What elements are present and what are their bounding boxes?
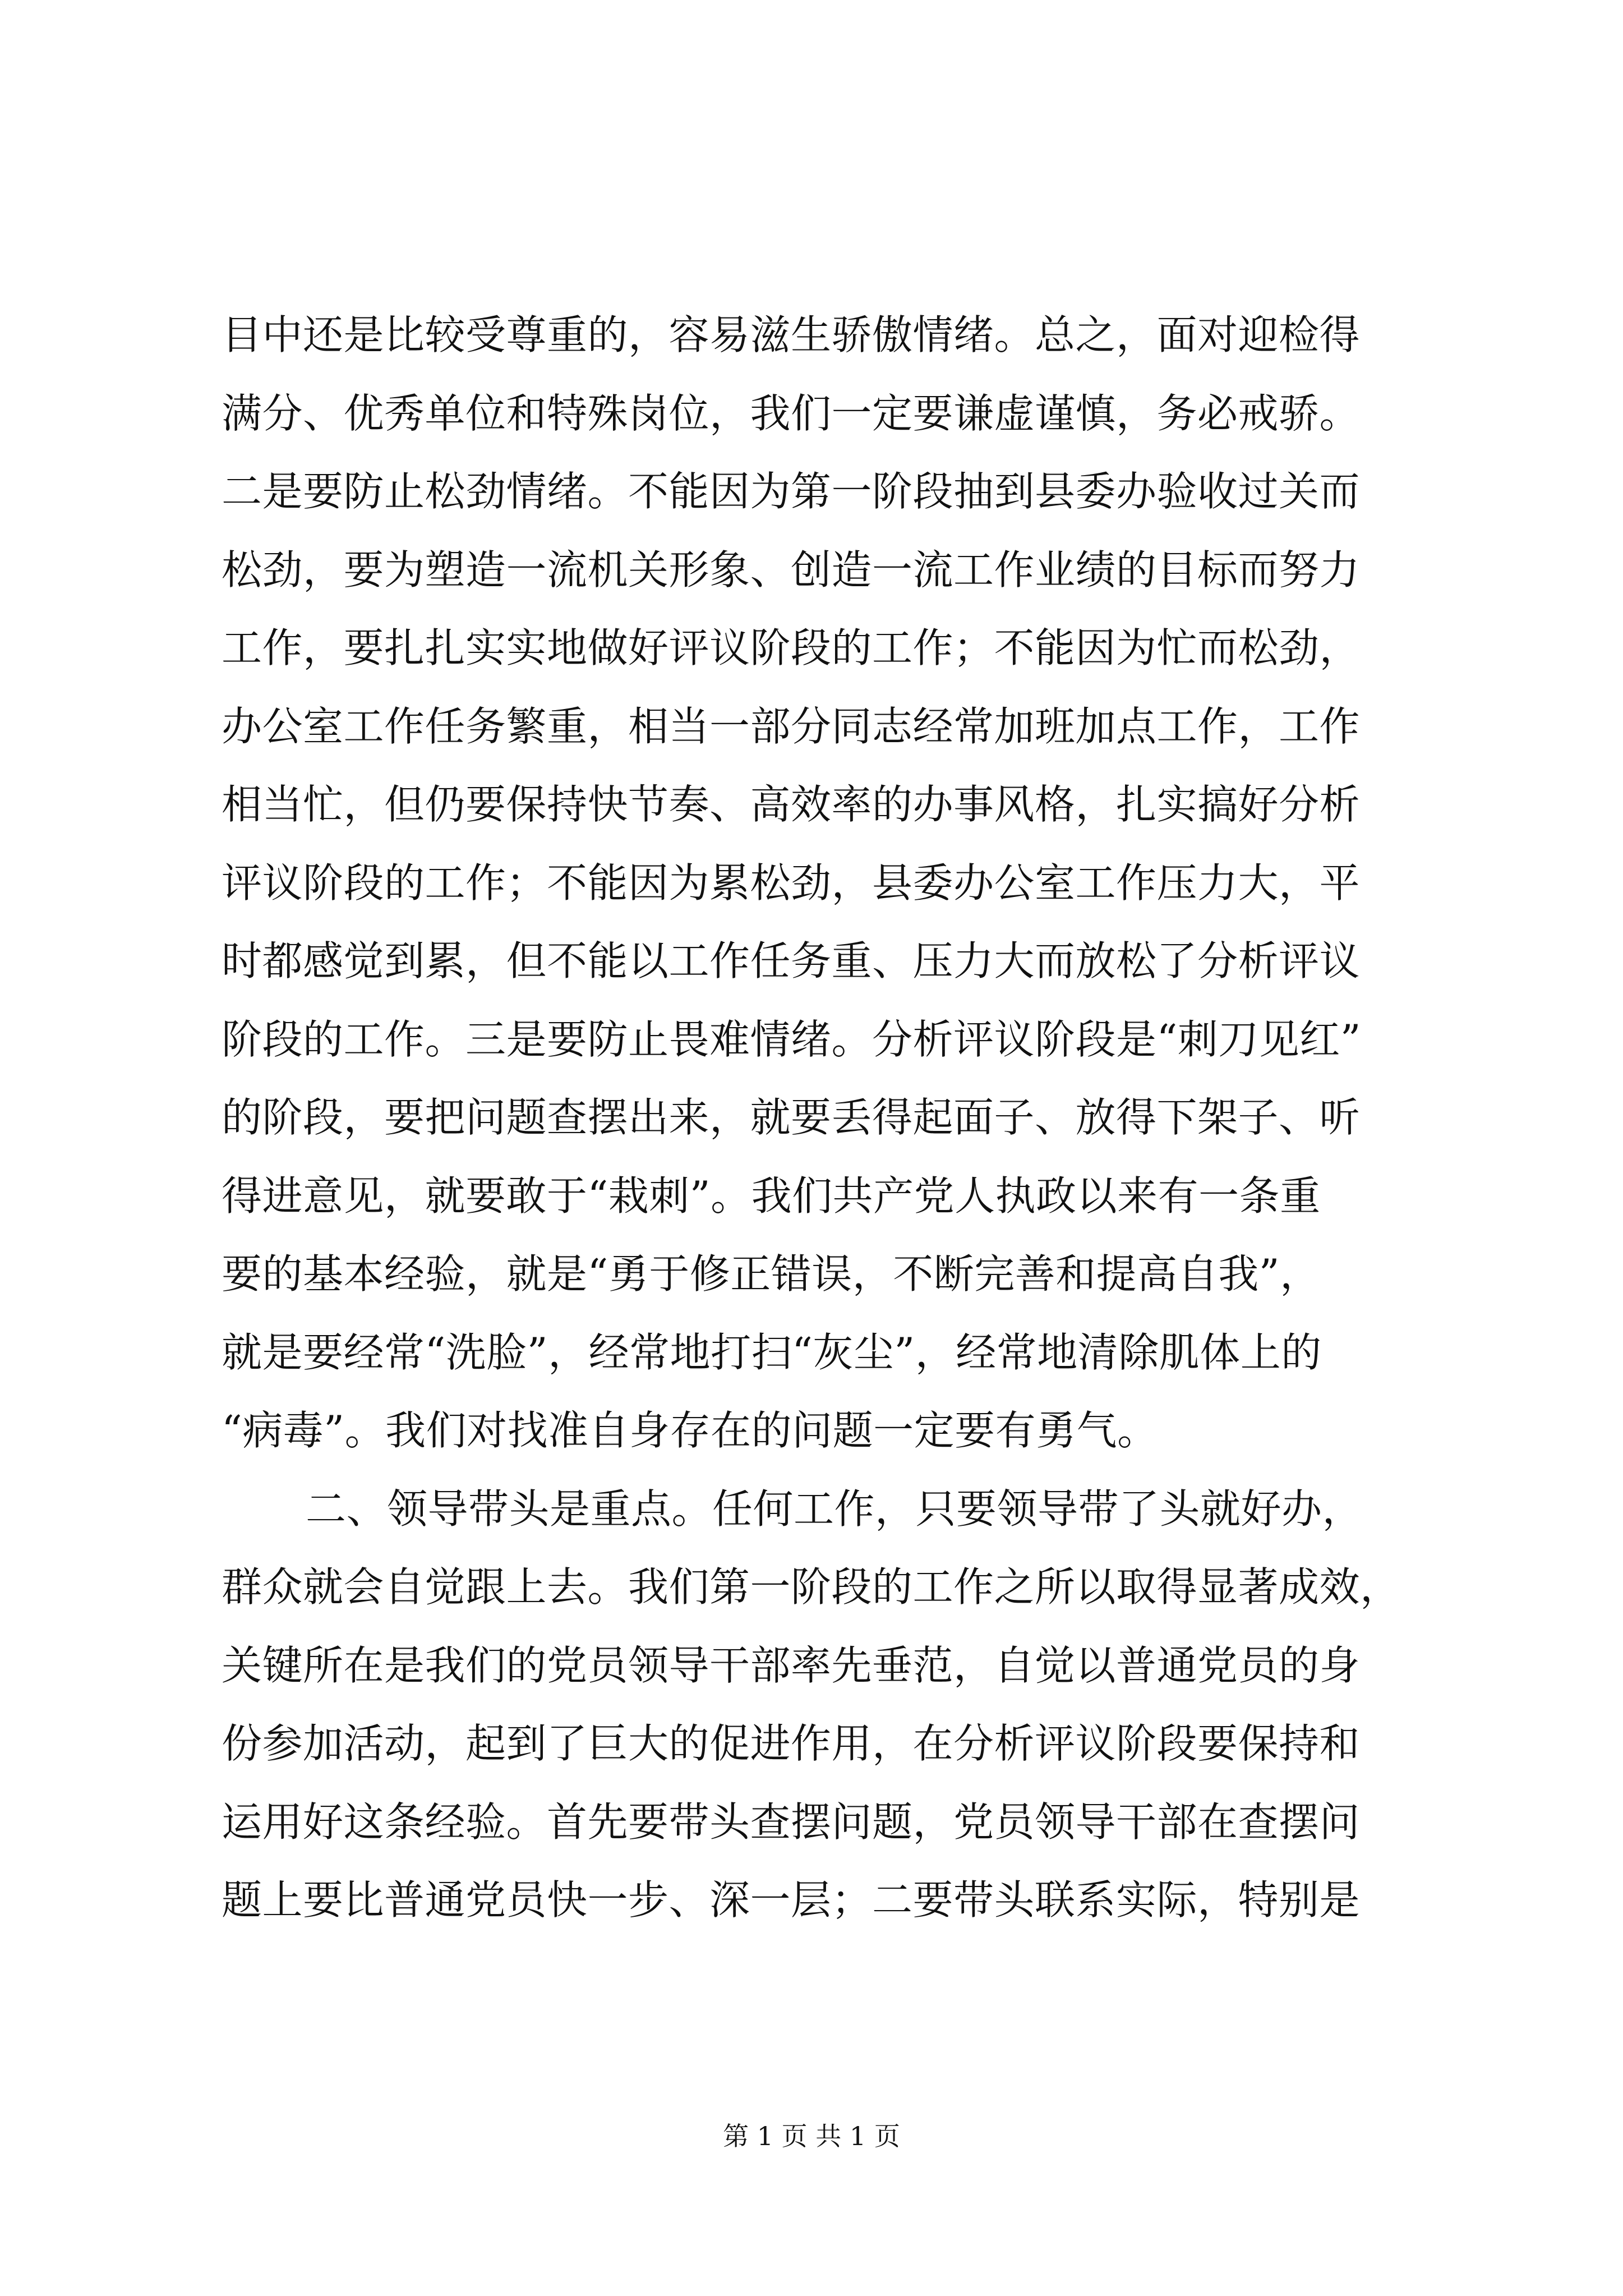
text-line: 办公室工作任务繁重，相当一部分同志经常加班加点工作，工作 <box>222 702 1361 750</box>
page-number-footer: 第 1 页 共 1 页 <box>723 2121 900 2151</box>
text-line: 要的基本经验，就是“勇于修正错误，不断完善和提高自我”， <box>222 1250 1321 1297</box>
document-body <box>222 296 1422 1940</box>
paragraph-start-line: 二、领导带头是重点。任何工作，只要领导带了头就好办， <box>306 1485 1363 1533</box>
text-line: 运用好这条经验。首先要带头查摆问题，党员领导干部在查摆问 <box>222 1798 1361 1846</box>
text-line: 二是要防止松劲情绪。不能因为第一阶段抽到县委办验收过关而 <box>222 468 1361 515</box>
text-line: 评议阶段的工作；不能因为累松劲，县委办公室工作压力大，平 <box>222 859 1361 907</box>
text-line: 目中还是比较受尊重的，容易滋生骄傲情绪。总之，面对迎检得 <box>222 311 1361 358</box>
text-line: 满分、优秀单位和特殊岗位，我们一定要谦虚谨慎，务必戒骄。 <box>222 389 1361 437</box>
text-line: 时都感觉到累，但不能以工作任务重、压力大而放松了分析评议 <box>222 937 1361 984</box>
text-line: “病毒”。我们对找准自身存在的问题一定要有勇气。 <box>222 1407 1158 1454</box>
text-line: 的阶段，要把问题查摆出来，就要丢得起面子、放得下架子、听 <box>222 1094 1361 1141</box>
text-line: 就是要经常“洗脸”，经常地打扫“灰尘”，经常地清除肌体上的 <box>222 1328 1322 1376</box>
text-line: 得进意见，就要敢于“栽刺”。我们共产党人执政以来有一条重 <box>222 1172 1321 1220</box>
text-line: 关键所在是我们的党员领导干部率先垂范，自觉以普通党员的身 <box>222 1641 1361 1689</box>
text-line: 松劲，要为塑造一流机关形象、创造一流工作业绩的目标而努力 <box>222 546 1361 593</box>
text-line: 相当忙，但仍要保持快节奏、高效率的办事风格，扎实搞好分析 <box>222 781 1361 828</box>
text-line: 群众就会自觉跟上去。我们第一阶段的工作之所以取得显著成效， <box>222 1563 1401 1611</box>
text-line: 阶段的工作。三是要防止畏难情绪。分析评议阶段是“刺刀见红” <box>222 1015 1362 1063</box>
text-line: 题上要比普通党员快一步、深一层；二要带头联系实际，特别是 <box>222 1876 1361 1924</box>
text-line: 工作，要扎扎实实地做好评议阶段的工作；不能因为忙而松劲， <box>222 624 1361 671</box>
text-line: 份参加活动，起到了巨大的促进作用，在分析评议阶段要保持和 <box>222 1720 1361 1767</box>
